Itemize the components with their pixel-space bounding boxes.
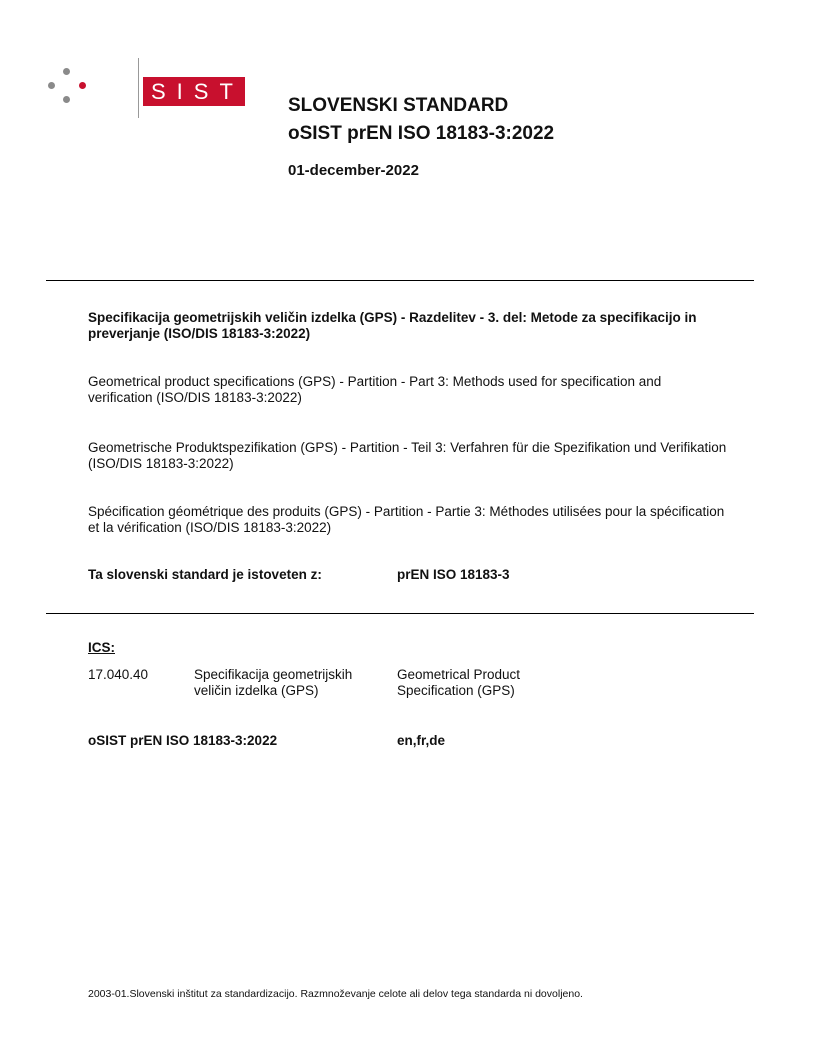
- logo-divider: [138, 58, 139, 118]
- ics-label: ICS:: [88, 640, 115, 655]
- document-languages: en,fr,de: [397, 733, 446, 748]
- header-line2: oSIST prEN ISO 18183-3:2022: [288, 123, 555, 144]
- sist-logo: [46, 58, 244, 118]
- ics-code: 17.040.40: [88, 667, 149, 682]
- ics-description-en: Geometrical Product Specification (GPS): [397, 667, 521, 698]
- logo-dot-gray-3: [63, 96, 70, 103]
- identical-value: prEN ISO 18183-3: [397, 567, 510, 582]
- logo-dot-red: [79, 82, 86, 89]
- header-date: 01-december-2022: [288, 162, 419, 179]
- ics-description-sl: Specifikacija geometrijskih veličin izdelka (GPS): [194, 667, 353, 698]
- copyright-footer: 2003-01.Slovenski inštitut za standardizacijo. Razmnoževanje celote ali delov tega standarda ni dovoljeno.: [88, 988, 583, 1000]
- logo-dot-gray-1: [63, 68, 70, 75]
- logo-wordmark: SIST: [143, 77, 245, 106]
- title-german: Geometrische Produktspezifikation (GPS) - Partition - Teil 3: Verfahren für die Spezifikation und Verifikation (ISO/DIS 18183-3:2022): [88, 440, 727, 471]
- top-rule: [46, 280, 754, 281]
- middle-rule: [46, 613, 754, 614]
- title-english: Geometrical product specifications (GPS) - Partition - Part 3: Methods used for specification and verification (ISO/DIS 18183-3:2022): [88, 374, 662, 405]
- title-slovenian: Specifikacija geometrijskih veličin izdelka (GPS) - Razdelitev - 3. del: Metode za specifikacijo in preverjanje (ISO/DIS 18183-3:2022): [88, 310, 697, 341]
- header-line1: SLOVENSKI STANDARD: [288, 95, 509, 116]
- identical-label: Ta slovenski standard je istoveten z:: [88, 567, 322, 582]
- logo-dot-gray-2: [48, 82, 55, 89]
- document-reference: oSIST prEN ISO 18183-3:2022: [88, 733, 278, 748]
- title-french: Spécification géométrique des produits (GPS) - Partition - Partie 3: Méthodes utilisées pour la spécification et la vérification (ISO/DIS 18183-3:2022): [88, 504, 725, 535]
